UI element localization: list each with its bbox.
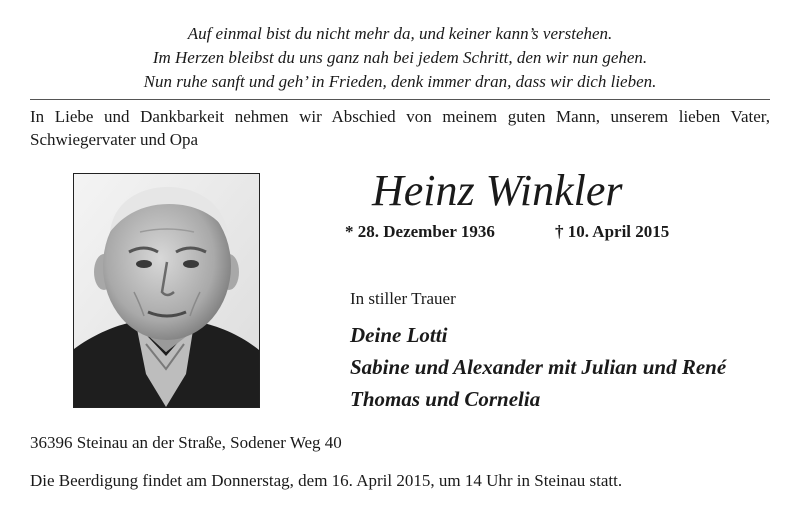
poem-line: Im Herzen bleibst du uns ganz nah bei jedem Schritt, den wir nun gehen.	[152, 48, 648, 67]
poem-line: Nun ruhe sanft und geh’ in Frieden, denk immer dran, dass wir dich lieben.	[143, 72, 657, 91]
divider	[30, 99, 770, 100]
mourners-list	[350, 319, 726, 415]
portrait-photo	[73, 173, 260, 408]
address: 36396 Steinau an der Straße, Sodener Weg 40	[30, 433, 342, 452]
mourner-name: Sabine und Alexander mit Julian und René	[350, 355, 727, 379]
intro-text: In Liebe und Dankbarkeit nehmen wir Abschied von meinem guten Mann, unserem lieben Vater, Schwiegervater und Opa	[30, 107, 770, 149]
mourner-name: Thomas und Cornelia	[350, 387, 541, 411]
deceased-name: Heinz Winkler	[372, 166, 623, 215]
mourner-name: Deine Lotti	[350, 323, 448, 347]
funeral-info: Die Beerdigung findet am Donnerstag, dem 16. April 2015, um 14 Uhr in Steinau statt.	[30, 471, 623, 490]
death-date: † 10. April 2015	[555, 222, 670, 241]
poem	[0, 22, 800, 94]
poem-line: Auf einmal bist du nicht mehr da, und keiner kann’s verstehen.	[187, 24, 613, 43]
birth-date: * 28. Dezember 1936	[345, 222, 495, 241]
mourning-label: In stiller Trauer	[350, 289, 456, 308]
